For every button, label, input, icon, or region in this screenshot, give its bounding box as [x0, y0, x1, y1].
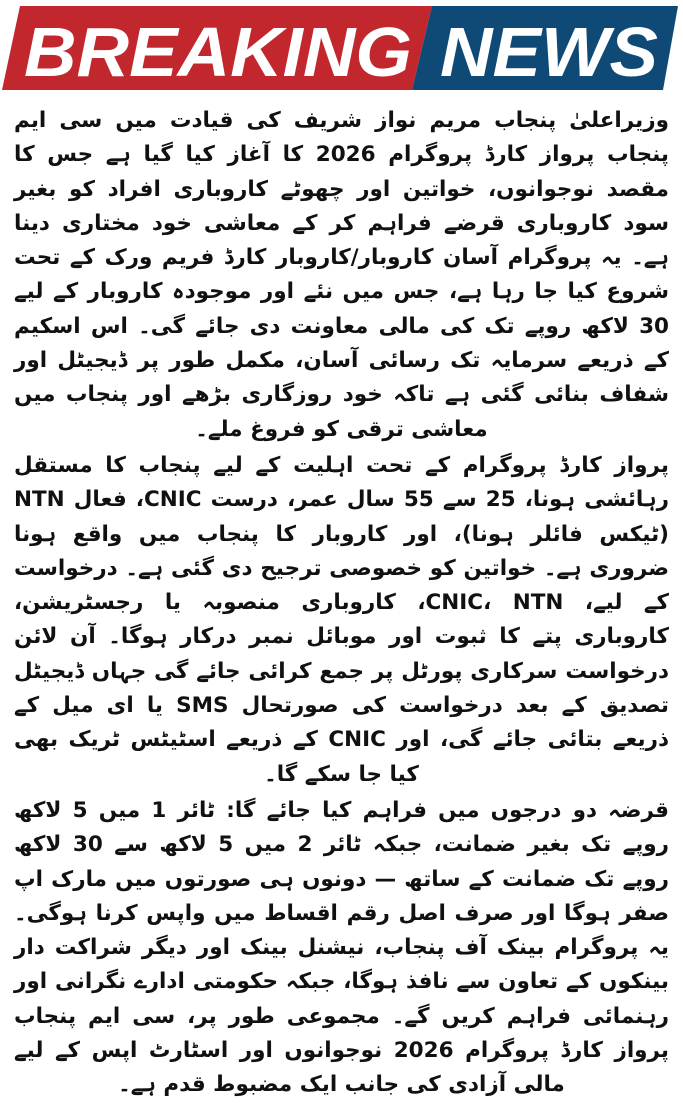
breaking-news-graphic	[0, 0, 683, 100]
article-paragraph-1: وزیراعلیٰ پنجاب مریم نواز شریف کی قیادت میں سی ایم پنجاب پرواز کارڈ پروگرام 2026 کا آغاز کیا گیا ہے جس کا مقصد نوجوانوں، خواتین اور چھوٹے کاروباری افراد کو بغیر سود کاروباری قرضے فراہم کر کے معاشی خود مختاری دینا ہے۔ یہ پروگرام آسان کاروبار/کاروبار کارڈ فریم ورک کے تحت شروع کیا جا رہا ہے، جس میں نئے اور موجودہ کاروبار کے لیے 30 لاکھ روپے تک کی مالی معاونت دی جائے گی۔ اس اسکیم کے ذریعے سرمایہ تک رسائی آسان، مکمل طور پر ڈیجیٹل اور شفاف بنائی گئی ہے تاکہ خود روزگاری بڑھے اور پنجاب میں معاشی ترقی کو فروغ ملے۔	[14, 108, 669, 442]
banner-word-news: NEWS	[440, 13, 658, 91]
article-body	[14, 104, 669, 1103]
article-paragraph-3: قرضہ دو درجوں میں فراہم کیا جائے گا: ٹائر 1 میں 5 لاکھ روپے تک بغیر ضمانت، جبکہ ٹائر 2 میں 5 لاکھ سے 30 لاکھ روپے تک ضمانت کے ساتھ — دونوں ہی صورتوں میں مارک اپ صفر ہوگا اور صرف اصل رقم اقساط میں واپس کرنا ہوگی۔ یہ پروگرام بینک آف پنجاب، نیشنل بینک اور دیگر شراکت دار بینکوں کے تعاون سے نافذ ہوگا، جبکہ حکومتی ادارے نگرانی اور رہنمائی فراہم کریں گے۔ مجموعی طور پر، سی ایم پنجاب پرواز کارڈ پروگرام 2026 نوجوانوں اور اسٹارٹ اپس کے لیے مالی آزادی کی جانب ایک مضبوط قدم ہے۔	[14, 797, 670, 1098]
article-paragraph-2: پرواز کارڈ پروگرام کے تحت اہلیت کے لیے پنجاب کا مستقل رہائشی ہونا، 25 سے 55 سال عمر، درست CNIC، فعال NTN (ٹیکس فائلر ہونا)، اور کاروبار کا پنجاب میں واقع ہونا ضروری ہے۔ خواتین کو خصوصی ترجیح دی گئی ہے۔ درخواست کے لیے، CNIC، NTN، کاروباری منصوبہ یا رجسٹریشن، کاروباری پتے کا ثبوت اور موبائل نمبر درکار ہوگا۔ آن لائن درخواست سرکاری پورٹل پر جمع کرائی جائے گی جہاں ڈیجیٹل تصدیق کے بعد درخواست کی صورتحال SMS یا ای میل کے ذریعے بتائی جائے گی، اور CNIC کے ذریعے اسٹیٹس ٹریک بھی کیا جا سکے گا۔	[14, 452, 670, 787]
breaking-news-banner	[0, 0, 683, 100]
banner-word-breaking: BREAKING	[24, 13, 412, 91]
